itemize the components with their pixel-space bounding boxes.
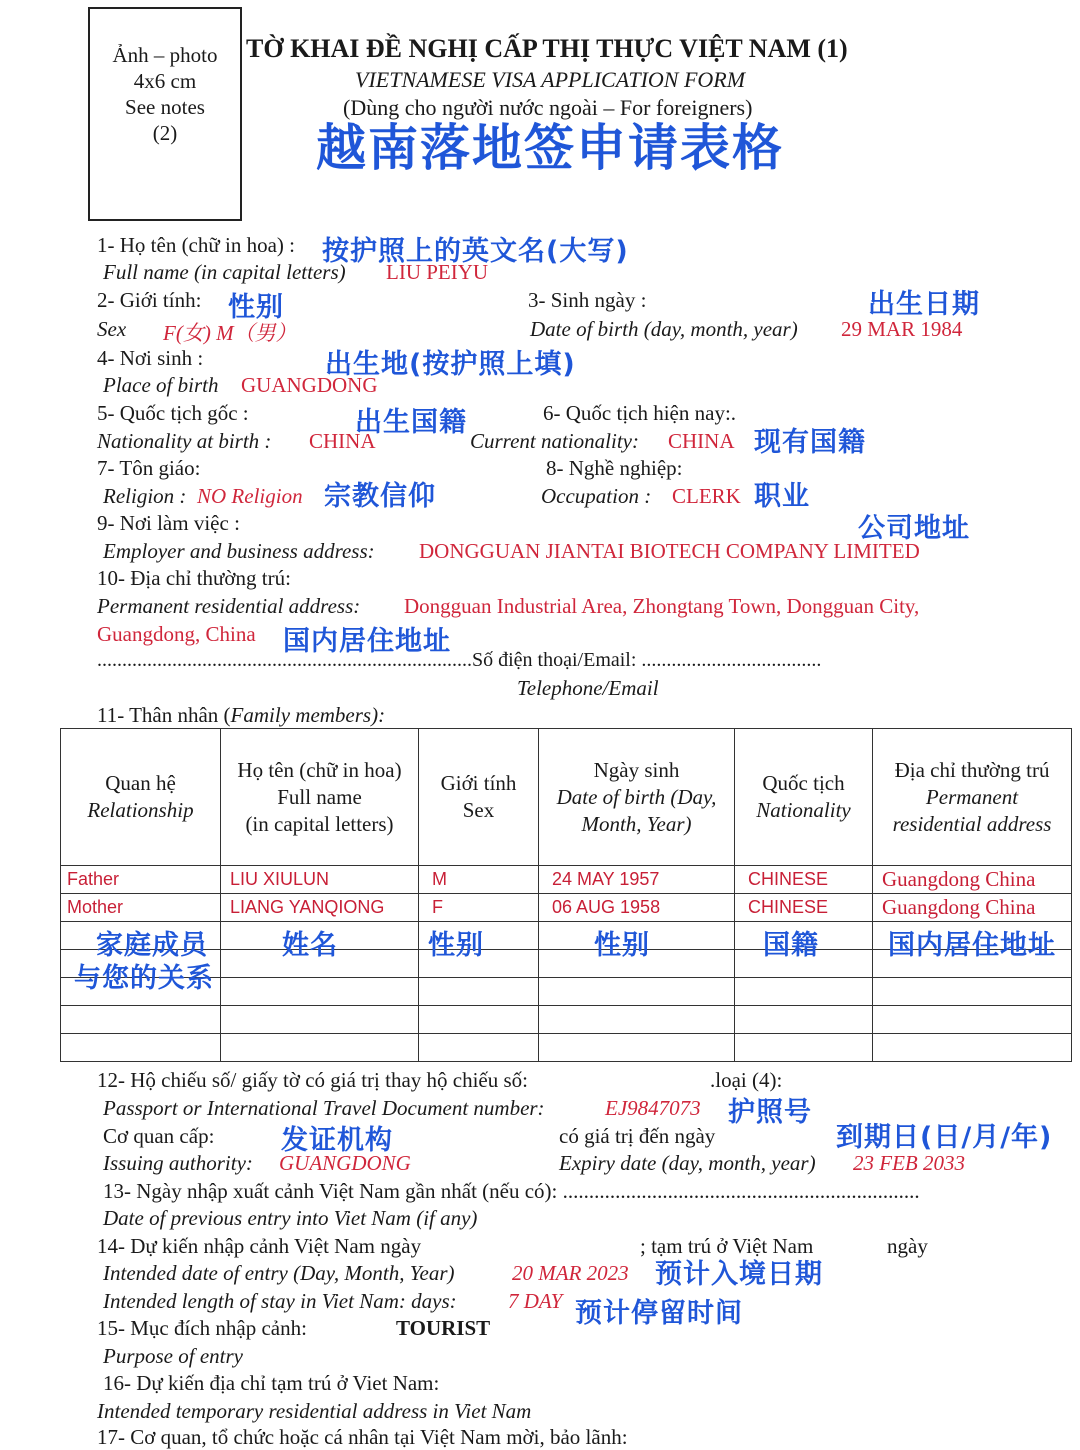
q15-label-en: Purpose of entry [103,1344,243,1368]
expiry-value[interactable]: 23 FEB 2033 [853,1151,965,1175]
empty-cell[interactable] [873,978,1072,1006]
q6-label-vn: 6- Quốc tịch hiện nay:. [543,401,737,425]
table-sex-annotation: 性别 [428,930,484,961]
header-dob [539,729,735,866]
q7-annotation: 宗教信仰 [324,481,436,512]
empty-cell[interactable] [539,978,735,1006]
form-title-annotation: 越南落地签申请表格 [316,119,784,177]
entry-date-value[interactable]: 20 MAR 2023 [512,1261,629,1285]
table-row [61,866,1072,894]
empty-cell[interactable] [221,1006,419,1034]
q2-label-en: Sex [97,317,127,341]
issuing-authority-annotation: 发证机构 [281,1125,393,1156]
header-dob-en: Date of birth (Day, Month, Year) [556,784,717,836]
q14-label-en: Intended date of entry (Day, Month, Year) [103,1261,455,1285]
photo-size: 4x6 cm [133,69,197,93]
form-subtitle-for: (Dùng cho người nước ngoài – For foreigners) [343,95,753,120]
q11-label-en: Family members): [230,703,386,727]
q12-annotation: 护照号 [728,1097,812,1128]
stay-length-value[interactable]: 7 DAY [508,1289,563,1313]
issuing-authority-label-vn: Cơ quan cấp: [103,1124,215,1148]
empty-cell[interactable] [419,1034,539,1062]
q5-label-vn: 5- Quốc tịch gốc : [97,401,249,425]
q8-label-vn: 8- Nghề nghiệp: [546,456,683,480]
empty-cell[interactable] [419,1006,539,1034]
q9-label-vn: 9- Nơi làm việc : [97,511,240,535]
header-full-name-vn: Họ tên (chữ in hoa) [237,757,402,782]
empty-cell[interactable] [539,1034,735,1062]
q7-label-en: Religion : [103,484,187,508]
q2-annotation: 性别 [228,292,284,323]
empty-cell[interactable] [735,1006,873,1034]
empty-cell[interactable] [735,1034,873,1062]
q16-label-vn: 16- Dự kiến địa chỉ tạm trú ở Viet Nam: [103,1371,440,1395]
q12-label-en: Passport or International Travel Document number: [103,1096,545,1120]
q12-label-vn: 12- Hộ chiếu số/ giấy tờ có giá trị thay hộ chiếu số: [97,1068,529,1092]
table-name-annotation: 姓名 [282,930,338,961]
q6-label-en: Current nationality: [470,429,639,453]
header-full-name-en: (in capital letters) [245,811,394,836]
nationality-birth-value[interactable]: CHINA [309,429,376,453]
header-address-en: Permanent residential address [892,784,1052,836]
row-sex[interactable]: M [419,866,539,894]
place-of-birth-value[interactable]: GUANGDONG [241,373,378,397]
table-header-row [61,729,1072,866]
table-relationship-annotation-1: 家庭成员 [96,930,208,961]
table-dob-annotation: 性别 [594,930,650,961]
passport-number-value[interactable]: EJ9847073 [605,1096,701,1120]
header-dob-vn: Ngày sinh [593,757,680,782]
q13-label-en: Date of previous entry into Viet Nam (if any) [103,1206,478,1230]
header-relationship-en: Relationship [87,798,194,822]
table-row [61,1034,1072,1062]
q4-annotation: 出生地(按护照上填) [325,349,576,380]
photo-label: Ảnh – photo [112,43,218,67]
empty-cell[interactable] [61,1006,221,1034]
header-relationship-vn: Quan hệ [105,771,176,795]
q10-label-vn: 10- Địa chỉ thường trú: [97,566,291,590]
table-relationship-annotation-2: 与您的关系 [74,963,214,994]
row-dob[interactable]: 24 MAY 1957 [539,866,735,894]
stay-length-label-en: Intended length of stay in Viet Nam: days: [103,1289,457,1313]
row-nationality[interactable]: CHINESE [735,894,873,922]
row-relationship[interactable]: Mother [61,894,221,922]
q9-label-en: Employer and business address: [103,539,375,563]
q7-label-vn: 7- Tôn giáo: [97,456,201,480]
q8-annotation: 职业 [754,481,810,512]
q17-label-vn: 17- Cơ quan, tổ chức hoặc cá nhân tại Việt Nam mời, bảo lãnh: [97,1425,628,1449]
q4-label-vn: 4- Nơi sinh : [97,346,204,370]
stay-length-annotation: 预计停留时间 [575,1298,743,1329]
q14-days-label-vn: ngày [887,1234,928,1258]
religion-value[interactable]: NO Religion [197,484,303,508]
empty-cell[interactable] [873,1006,1072,1034]
empty-cell[interactable] [873,1034,1072,1062]
q1-label-vn: 1- Họ tên (chữ in hoa) : [97,233,295,257]
table-row [61,1006,1072,1034]
family-members-table [60,728,1072,1062]
row-address[interactable]: Guangdong China [873,894,1072,922]
empty-cell[interactable] [221,978,419,1006]
phone-email-line: ...........................................................................Số điện thoại/Email: .................................... [97,649,822,671]
q2-label-vn: 2- Giới tính: [97,288,202,312]
row-address[interactable]: Guangdong China [873,866,1072,894]
employer-value[interactable]: DONGGUAN JIANTAI BIOTECH COMPANY LIMITED [419,539,920,563]
row-sex[interactable]: F [419,894,539,922]
q5-label-en: Nationality at birth : [97,429,272,453]
q1-annotation: 按护照上的英文名(大写) [322,236,629,267]
q13-label-vn: 13- Ngày nhập xuất cảnh Việt Nam gần nhất (nếu có): .................................................................... [103,1179,920,1203]
q14-label-vn: 14- Dự kiến nhập cảnh Việt Nam ngày [97,1234,422,1258]
header-full-name-label: Full name [277,784,362,809]
phone-email-label-en: Telephone/Email [517,676,659,700]
q8-label-en: Occupation : [541,484,652,508]
expiry-label-en: Expiry date (day, month, year) [559,1151,816,1175]
row-relationship[interactable]: Father [61,866,221,894]
header-nationality-vn: Quốc tịch [762,771,845,795]
empty-cell[interactable] [419,978,539,1006]
photo-notes: See notes [125,95,205,119]
valid-until-label-vn: có giá trị đến ngày [559,1124,716,1148]
q3-label-vn: 3- Sinh ngày : [528,288,647,312]
q4-label-en: Place of birth [103,373,219,397]
q11-label [97,703,385,728]
dob-value[interactable]: 29 MAR 1984 [841,317,963,341]
table-nationality-annotation: 国籍 [763,930,819,961]
occupation-value[interactable]: CLERK [672,484,741,508]
q9-annotation: 公司地址 [858,513,970,544]
empty-cell[interactable] [221,1034,419,1062]
q1-label-en: Full name (in capital letters) [103,260,346,284]
expiry-annotation: 到期日(日/月/年) [836,1122,1053,1153]
q11-label-vn: 11- Thân nhân ( [97,703,231,727]
issuing-authority-label-en: Issuing authority: [103,1151,253,1175]
row-nationality[interactable]: CHINESE [735,866,873,894]
header-address-vn: Địa chỉ thường trú [894,757,1050,782]
header-nationality [735,729,873,866]
empty-cell[interactable] [539,1006,735,1034]
address-value-line1[interactable]: Dongguan Industrial Area, Zhongtang Town, Dongguan City, [404,594,920,618]
header-nationality-en: Nationality [756,798,851,822]
entry-date-annotation: 预计入境日期 [655,1259,823,1290]
purpose-value[interactable]: TOURIST [396,1316,491,1340]
header-address [873,729,1072,866]
current-nationality-value[interactable]: CHINA [668,429,735,453]
q5-annotation: 出生国籍 [355,407,467,438]
row-name[interactable]: LIU XIULUN [221,866,419,894]
q12-type-label: .loại (4): [710,1068,783,1092]
header-sex [419,729,539,866]
empty-cell[interactable] [61,1034,221,1062]
q14-stay-label-vn: ; tạm trú ở Việt Nam [640,1234,814,1258]
q3-label-en: Date of birth (day, month, year) [530,317,798,341]
row-name[interactable]: LIANG YANQIONG [221,894,419,922]
full-name-value[interactable]: LIU PEIYU [386,260,489,284]
q10-label-en: Permanent residential address: [97,594,361,618]
issuing-authority-value[interactable]: GUANGDONG [279,1151,411,1175]
address-value-line2[interactable]: Guangdong, China [97,622,256,646]
header-sex-vn: Giới tính [440,771,517,795]
form-subtitle-en: VIETNAMESE VISA APPLICATION FORM [355,67,746,92]
form-title: TỜ KHAI ĐỀ NGHỊ CẤP THỊ THỰC VIỆT NAM (1) [246,34,848,63]
sex-value[interactable]: F(女) M（男） [163,321,297,345]
header-relationship [61,729,221,866]
photo-note-number: (2) [152,121,178,145]
header-full-name [221,729,419,866]
q15-label-vn: 15- Mục đích nhập cảnh: [97,1316,307,1340]
row-dob[interactable]: 06 AUG 1958 [539,894,735,922]
q6-annotation: 现有国籍 [754,427,866,458]
table-row [61,894,1072,922]
empty-cell[interactable] [735,978,873,1006]
photo-box [88,7,242,221]
table-address-annotation: 国内居住地址 [888,930,1056,961]
header-sex-en: Sex [462,798,495,822]
q10-annotation: 国内居住地址 [283,626,451,657]
q3-annotation: 出生日期 [868,289,980,320]
q16-label-en: Intended temporary residential address in Viet Nam [97,1399,532,1423]
